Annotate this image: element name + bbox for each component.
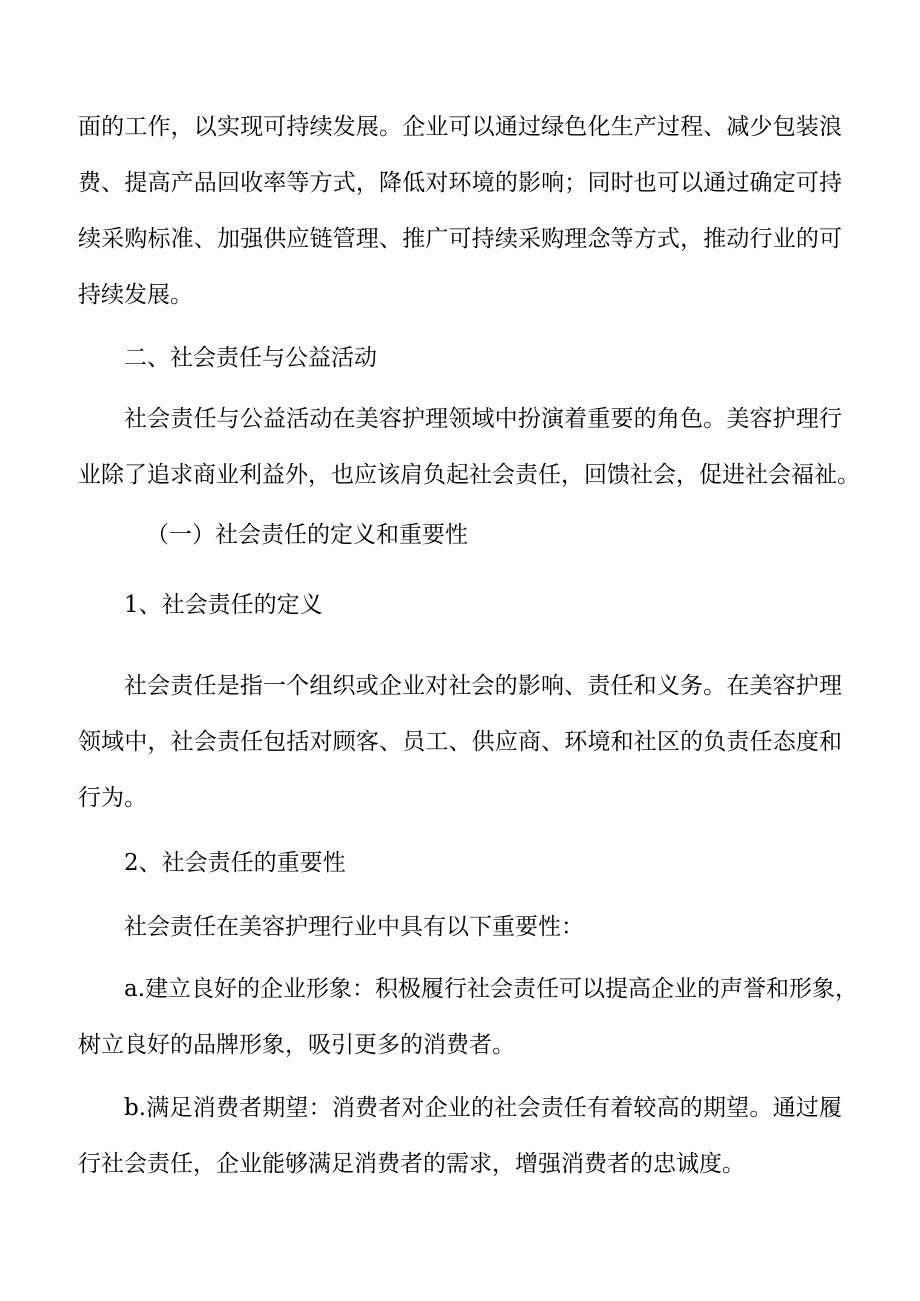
heading-text: 2、社会责任的重要性 (124, 850, 346, 876)
text-line: 费、提高产品回收率等方式，降低对环境的影响；同时也可以通过确定可持 (78, 170, 842, 196)
text-line: 领域中，社会责任包括对顾客、员工、供应商、环境和社区的负责任态度和 (78, 729, 842, 755)
paragraph-sustainability-continued (78, 99, 842, 323)
text-line: 社会责任与公益活动在美容护理领域中扮演着重要的角色。美容护理行 (124, 406, 842, 432)
text-line: 持续发展。 (78, 282, 193, 308)
paragraph-intro-social-responsibility (78, 391, 860, 503)
paragraph-importance-intro (78, 899, 842, 955)
text-line: b.满足消费者期望：消费者对企业的社会责任有着较高的期望。通过履 (124, 1095, 842, 1121)
heading-text: （一）社会责任的定义和重要性 (146, 522, 468, 548)
item-heading-definition (78, 577, 842, 633)
text-line: 行社会责任，企业能够满足消费者的需求，增强消费者的忠诚度。 (78, 1151, 745, 1177)
text-line: a.建立良好的企业形象：积极履行社会责任可以提高企业的声誉和形象， (124, 976, 859, 1002)
item-heading-importance (78, 835, 842, 891)
text-line: 业除了追求商业利益外，也应该肩负起社会责任，回馈社会，促进社会福祉。 (78, 462, 860, 488)
subsection-heading-definition-importance (78, 507, 842, 563)
list-item-consumer-expectations (78, 1080, 842, 1192)
text-line: 面的工作，以实现可持续发展。企业可以通过绿色化生产过程、减少包装浪 (78, 114, 842, 140)
list-item-corporate-image (78, 961, 859, 1073)
text-line: 行为。 (78, 785, 147, 811)
text-line: 续采购标准、加强供应链管理、推广可持续采购理念等方式，推动行业的可 (78, 226, 842, 252)
paragraph-definition (78, 658, 842, 826)
heading-text: 二、社会责任与公益活动 (124, 345, 377, 371)
text-line: 树立良好的品牌形象，吸引更多的消费者。 (78, 1032, 515, 1058)
text-line: 社会责任是指一个组织或企业对社会的影响、责任和义务。在美容护理 (124, 673, 842, 699)
text-line: 社会责任在美容护理行业中具有以下重要性： (124, 914, 584, 940)
heading-text: 1、社会责任的定义 (124, 592, 323, 618)
section-heading-social-responsibility (78, 330, 842, 386)
